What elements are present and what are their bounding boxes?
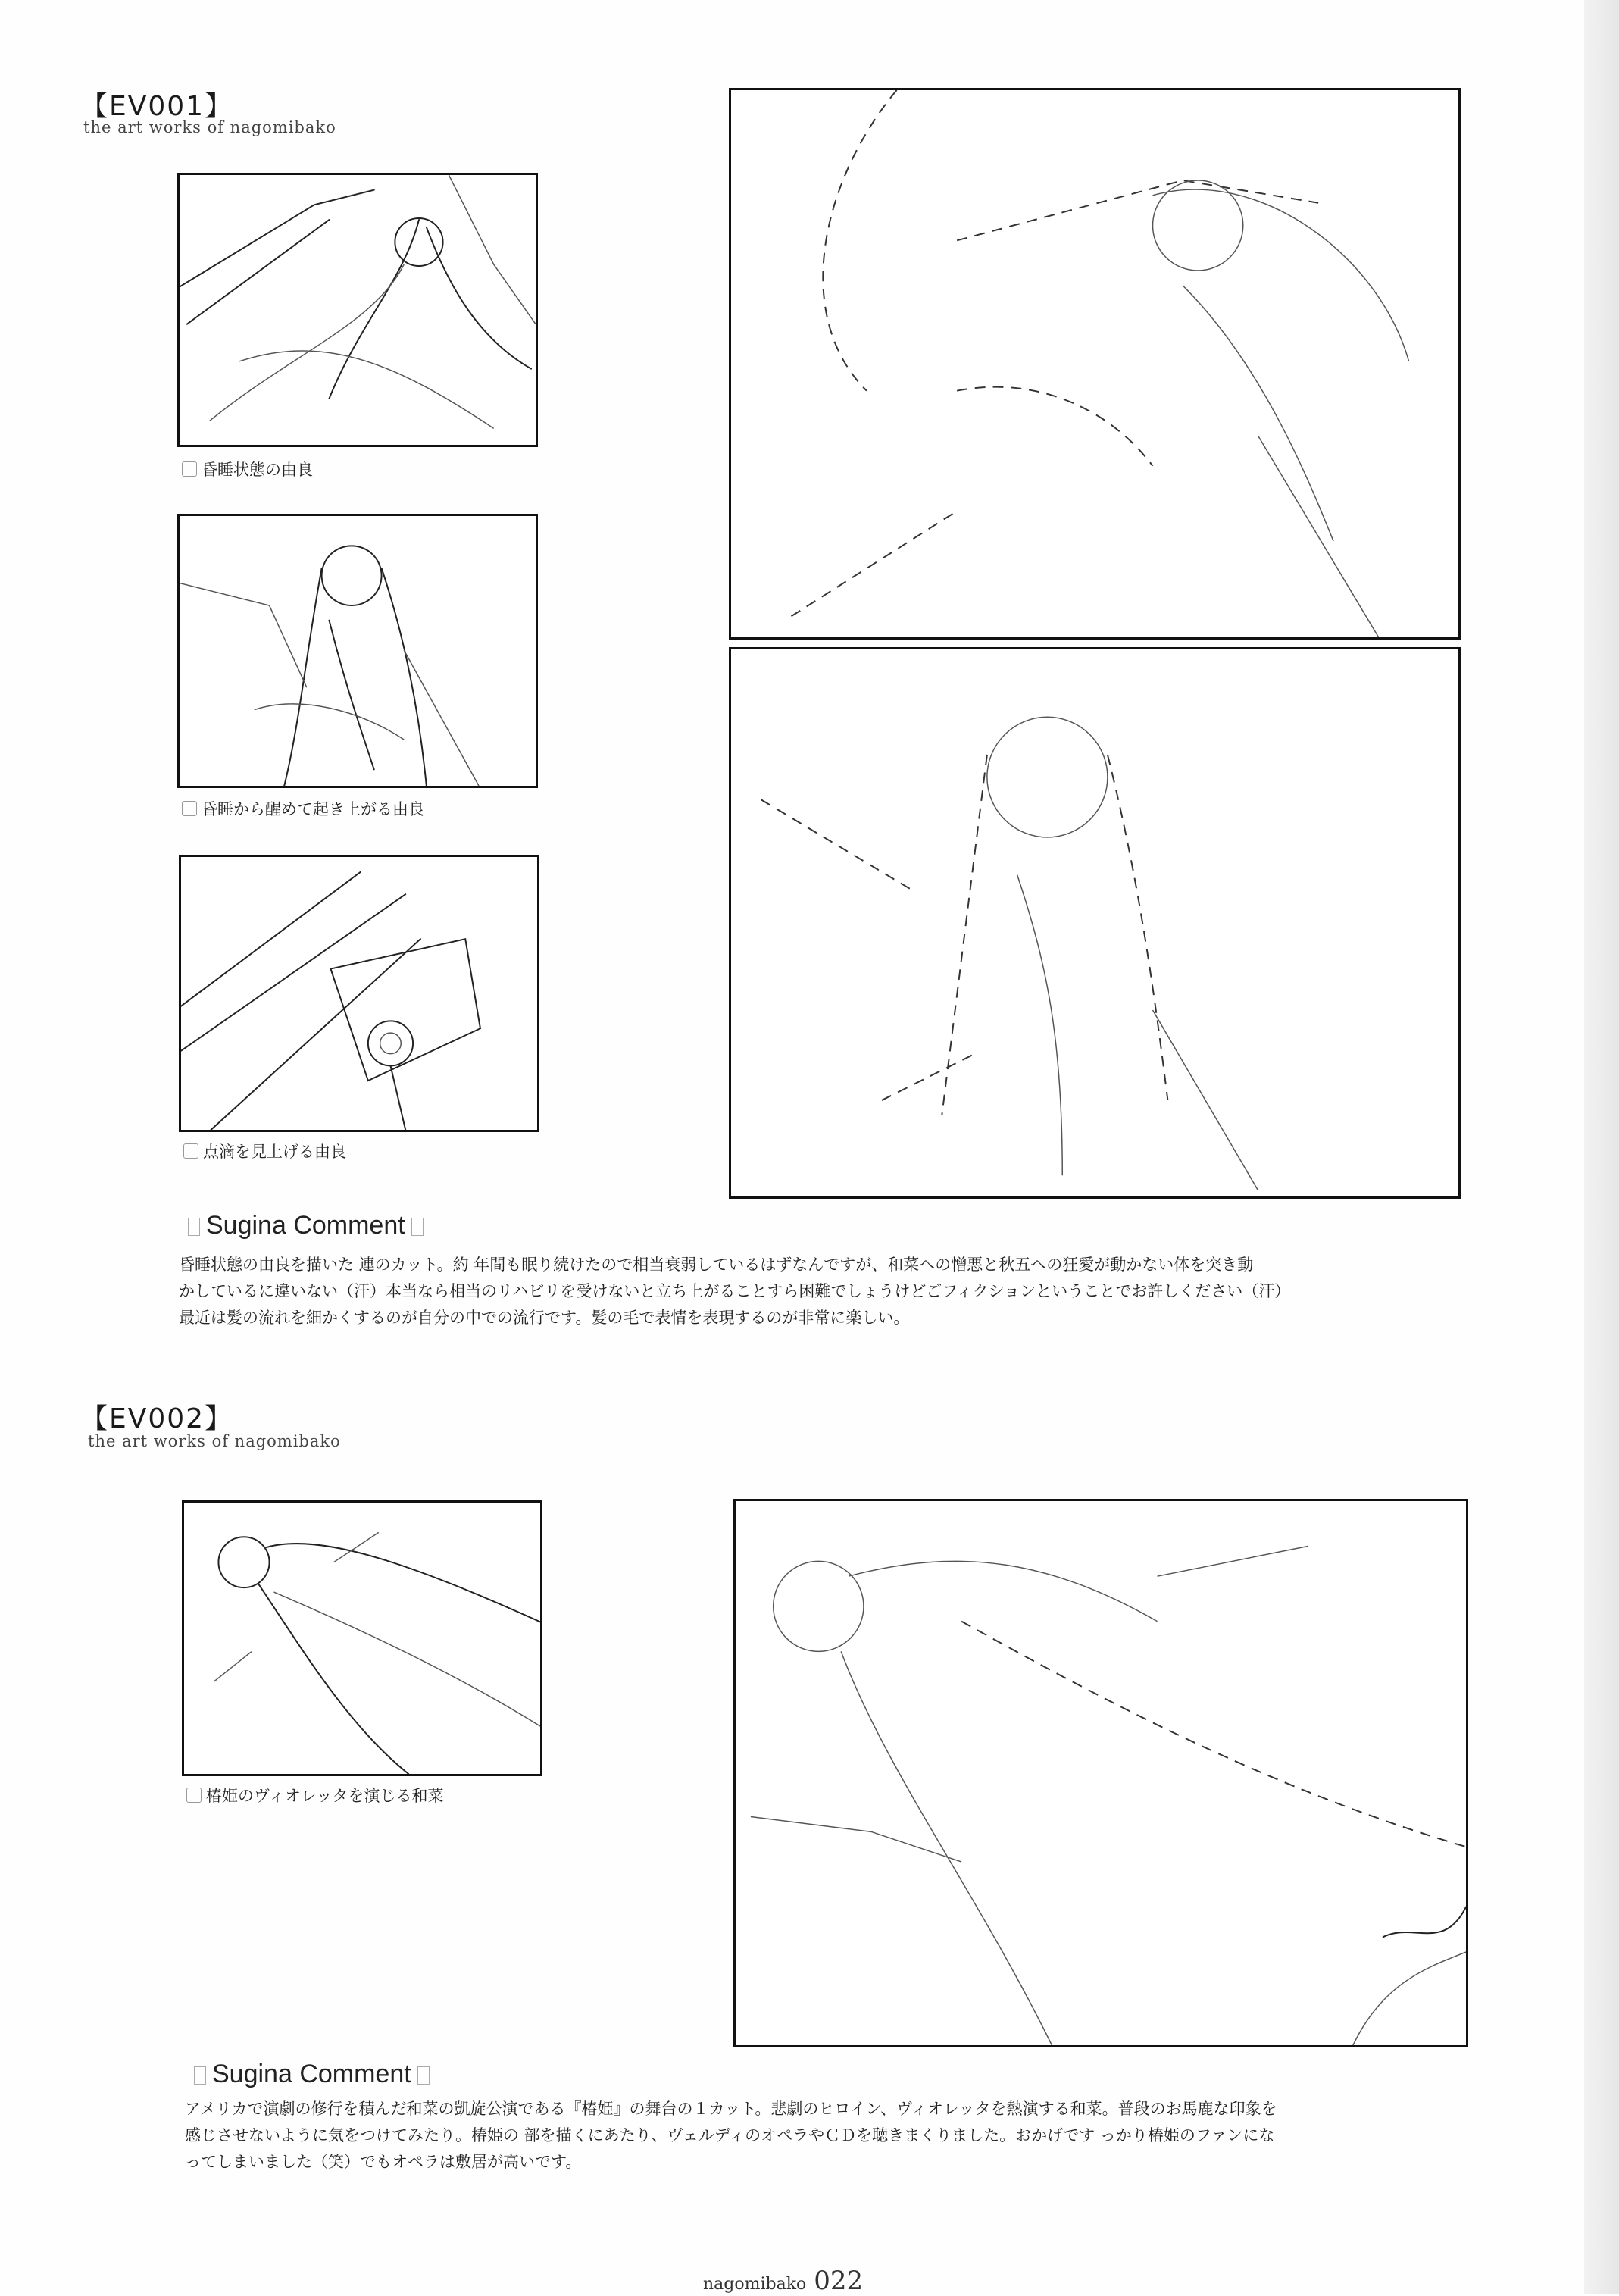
ev002-subtitle: the art works of nagomibako: [88, 1432, 341, 1450]
ev002-comment-body: [185, 2096, 1277, 2176]
ev001-comment-heading: [182, 1211, 430, 1240]
ev001-main-art-1: [729, 88, 1461, 640]
caption-text: 昏睡状態の由良: [202, 461, 313, 479]
comment-line: アメリカで演劇の修行を積んだ和菜の凱旋公演である『椿姫』の舞台の１カット。悲劇のヒロイン、ヴィオレッタを熱演する和菜。普段のお馬鹿な印象を: [185, 2100, 1277, 2118]
bracket-icon: [188, 1218, 200, 1236]
ev001-caption-3: [183, 1140, 346, 1162]
ev002-tag: 【EV002】: [80, 1403, 234, 1434]
comment-line: 最近は髪の流れを細かくするのが自分の中での流行です。髪の毛で表情を表現するのが非常に楽しい。: [179, 1309, 910, 1327]
ev001-caption-2: [182, 797, 424, 820]
ev001-thumb-1: [177, 173, 538, 447]
bullet-icon: [182, 461, 197, 477]
ev001-thumb-2: [177, 514, 538, 788]
comment-line: ってしまいました（笑）でもオペラは敷居が高いです。: [185, 2153, 582, 2171]
ev001-caption-1: [182, 458, 313, 480]
ev001-tag: 【EV001】: [80, 91, 234, 122]
ev001-comment-body: [179, 1252, 1290, 1331]
caption-text: 椿姫のヴィオレッタを演じる和菜: [206, 1787, 444, 1805]
ev002-thumb-1: [182, 1500, 542, 1776]
comment-heading-text: Sugina Comment: [206, 1211, 405, 1240]
caption-text: 点滴を見上げる由良: [203, 1143, 346, 1161]
ev002-main-art: [733, 1499, 1468, 2047]
bullet-icon: [182, 801, 197, 816]
page-footer: [703, 2266, 863, 2296]
ev001-thumb-3: [179, 855, 539, 1132]
page-number: 022: [814, 2266, 864, 2296]
ev002-comment-heading: [188, 2060, 436, 2089]
bullet-icon: [186, 1788, 202, 1803]
bullet-icon: [183, 1143, 198, 1159]
ev001-main-art-2: [729, 647, 1461, 1199]
bracket-icon: [411, 1218, 424, 1236]
footer-label: nagomibako: [703, 2275, 807, 2294]
ev002-caption-1: [186, 1784, 444, 1806]
comment-heading-text: Sugina Comment: [212, 2060, 411, 2088]
bracket-icon: [194, 2066, 206, 2085]
ev001-subtitle: the art works of nagomibako: [83, 118, 336, 136]
comment-line: かしているに違いない（汗）本当なら相当のリハビリを受けないと立ち上がることすら困難でしょうけどごフィクションということでお許しください（汗）: [179, 1282, 1291, 1300]
comment-line: 感じさせないように気をつけてみたり。椿姫の 部を描くにあたり、ヴェルディのオペラやＣＤを聴きまくりました。おかげです っかり椿姫のファンにな: [185, 2126, 1275, 2144]
caption-text: 昏睡から醒めて起き上がる由良: [202, 800, 424, 818]
bracket-icon: [417, 2066, 430, 2085]
comment-line: 昏睡状態の由良を描いた 連のカット。約 年間も眠り続けたので相当衰弱しているはずなんですが、和菜への憎悪と秋五への狂愛が動かない体を突き動: [179, 1256, 1254, 1274]
page-edge: [1584, 0, 1619, 2294]
